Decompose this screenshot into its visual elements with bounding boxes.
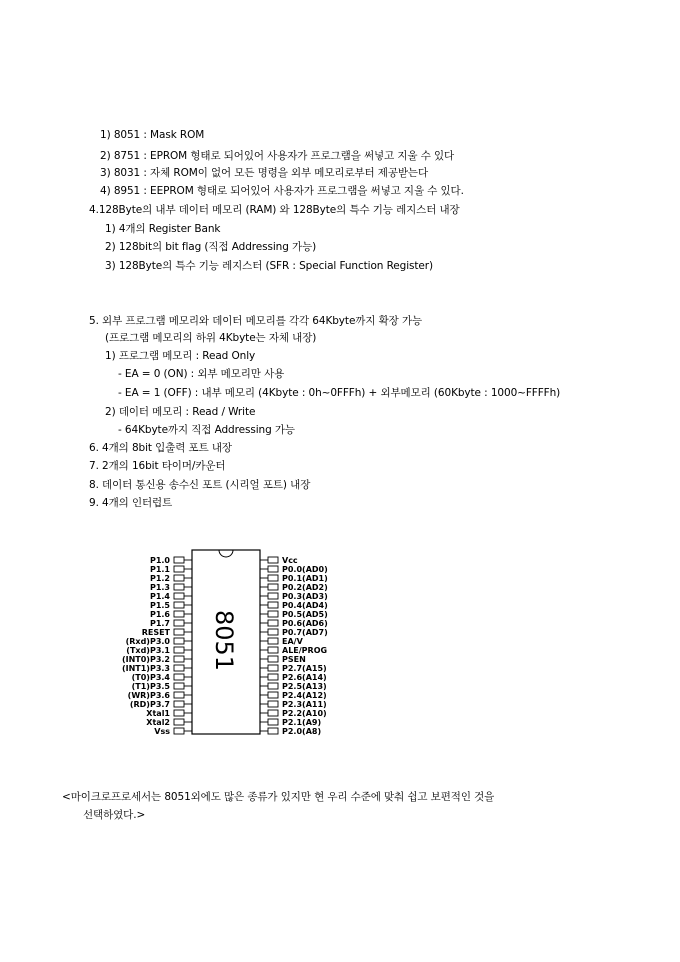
pin-pad bbox=[174, 710, 184, 716]
pin-pad bbox=[174, 701, 184, 707]
pin-pad bbox=[268, 638, 278, 644]
pin-name-label: P0.1(AD1) bbox=[282, 574, 328, 583]
pin-name-label: P2.3(A11) bbox=[282, 700, 327, 709]
text-line: 2) 128bit의 bit flag (직접 Addressing 가능) bbox=[105, 241, 317, 253]
pin-name-label: P0.3(AD3) bbox=[282, 592, 328, 601]
pin-pad bbox=[174, 584, 184, 590]
chip-label: 8051 bbox=[210, 610, 238, 672]
pin-name-label: P0.6(AD6) bbox=[282, 619, 328, 628]
pin-pad bbox=[174, 620, 184, 626]
pin-pad bbox=[268, 674, 278, 680]
pin-name-label: EA/V bbox=[282, 637, 303, 646]
pin-name-label: P0.2(AD2) bbox=[282, 583, 328, 592]
left-pin-column bbox=[122, 556, 203, 736]
text-line: 5. 외부 프로그램 메모리와 데이터 메모리를 각각 64Kbyte까지 확장 가능 bbox=[89, 315, 423, 327]
pin-name-label: P1.5 bbox=[149, 601, 170, 610]
pin-name-label: P2.1(A9) bbox=[282, 718, 322, 727]
text-line: 1) 8051 : Mask ROM bbox=[100, 129, 205, 141]
pin-pad bbox=[268, 575, 278, 581]
pin-pad bbox=[268, 701, 278, 707]
text-line: - EA = 1 (OFF) : 내부 메모리 (4Kbyte : 0h~0FFFh) + 외부메모리 (60Kbyte : 1000~FFFFh) bbox=[118, 387, 561, 399]
pin-name-label: (INT0)P3.2 bbox=[121, 655, 170, 664]
pin-name-label: RESET bbox=[141, 628, 170, 637]
pin-name-label: P1.4 bbox=[149, 592, 170, 601]
pin-name-label: (INT1)P3.3 bbox=[121, 664, 170, 673]
pin-pad bbox=[174, 728, 184, 734]
pin-name-label: P2.2(A10) bbox=[282, 709, 327, 718]
pin-pad bbox=[174, 611, 184, 617]
pin-name-label: (Rxd)P3.0 bbox=[125, 637, 170, 646]
pin-name-label: (WR)P3.6 bbox=[127, 691, 170, 700]
pin-pad bbox=[268, 683, 278, 689]
pin-name-label: (Txd)P3.1 bbox=[126, 646, 170, 655]
pin-pad bbox=[174, 575, 184, 581]
pin-pad bbox=[174, 638, 184, 644]
pin-pad bbox=[268, 692, 278, 698]
text-line: 3) 128Byte의 특수 기능 레지스터 (SFR : Special Function Register) bbox=[105, 260, 433, 272]
pin-pad bbox=[268, 557, 278, 563]
pin-name-label: ALE/PROG bbox=[282, 646, 328, 655]
text-line: 6. 4개의 8bit 입출력 포트 내장 bbox=[89, 442, 232, 454]
text-line: 8. 데이터 통신용 송수신 포트 (시리얼 포트) 내장 bbox=[89, 479, 311, 491]
pin-pad bbox=[174, 557, 184, 563]
text-line: 1) 4개의 Register Bank bbox=[105, 223, 221, 235]
pin-pad bbox=[268, 728, 278, 734]
pin-pad bbox=[268, 629, 278, 635]
pin-name-label: P1.3 bbox=[149, 583, 170, 592]
pin-name-label: (T1)P3.5 bbox=[131, 682, 170, 691]
text-line: - EA = 0 (ON) : 외부 메모리만 사용 bbox=[118, 368, 285, 380]
text-line: 선택하였다.> bbox=[83, 809, 146, 821]
pin-name-label: P2.6(A14) bbox=[282, 673, 327, 682]
chip-8051-pinout-diagram bbox=[120, 548, 360, 742]
pin-name-label: Vss bbox=[154, 727, 170, 736]
pin-pad bbox=[174, 629, 184, 635]
text-line: 9. 4개의 인터럽트 bbox=[89, 497, 173, 509]
text-line: (프로그램 메모리의 하위 4Kbyte는 자체 내장) bbox=[105, 332, 317, 344]
pin-name-label: P1.7 bbox=[149, 619, 170, 628]
pin-name-label: P0.7(AD7) bbox=[282, 628, 328, 637]
pin-pad bbox=[174, 674, 184, 680]
pin-pad bbox=[174, 602, 184, 608]
pin-name-label: P1.0 bbox=[149, 556, 170, 565]
pin-name-label: P0.0(AD0) bbox=[282, 565, 328, 574]
pin-pad bbox=[268, 593, 278, 599]
pin-pad bbox=[268, 647, 278, 653]
pin-name-label: P0.4(AD4) bbox=[282, 601, 328, 610]
pin-pad bbox=[174, 656, 184, 662]
pin-name-label: P2.7(A15) bbox=[282, 664, 327, 673]
text-line: <마이크로프로세서는 8051외에도 많은 종류가 있지만 현 우리 수준에 맞춰 쉽고 보편적인 것을 bbox=[62, 791, 495, 803]
pin-name-label: P1.6 bbox=[149, 610, 170, 619]
pin-pad bbox=[174, 719, 184, 725]
text-line: - 64Kbyte까지 직접 Addressing 가능 bbox=[118, 424, 295, 436]
pin-name-label: P1.2 bbox=[149, 574, 170, 583]
pin-pad bbox=[268, 620, 278, 626]
pin-pad bbox=[268, 611, 278, 617]
pin-pad bbox=[268, 719, 278, 725]
pin-name-label: (RD)P3.7 bbox=[129, 700, 170, 709]
text-line: 2) 데이터 메모리 : Read / Write bbox=[105, 406, 256, 418]
text-line: 3) 8031 : 자체 ROM이 없어 모든 명령을 외부 메모리로부터 제공받는다 bbox=[100, 167, 429, 179]
pin-pad bbox=[174, 593, 184, 599]
pin-name-label: (T0)P3.4 bbox=[131, 673, 170, 682]
pin-name-label: P2.0(A8) bbox=[282, 727, 322, 736]
pin-pad bbox=[268, 602, 278, 608]
pin-pad bbox=[174, 683, 184, 689]
pin-pad bbox=[268, 665, 278, 671]
pin-pad bbox=[174, 566, 184, 572]
pin-name-label: P0.5(AD5) bbox=[282, 610, 328, 619]
pin-name-label: P1.1 bbox=[149, 565, 170, 574]
pin-pad bbox=[174, 692, 184, 698]
pin-pad bbox=[268, 710, 278, 716]
text-line: 2) 8751 : EPROM 형태로 되어있어 사용자가 프로그램을 써넣고 지울 수 있다 bbox=[100, 150, 455, 162]
text-line: 4.128Byte의 내부 데이터 메모리 (RAM) 와 128Byte의 특수 기능 레지스터 내장 bbox=[89, 204, 460, 216]
pin-name-label: PSEN bbox=[282, 655, 306, 664]
pin-pad bbox=[268, 584, 278, 590]
text-line: 1) 프로그램 메모리 : Read Only bbox=[105, 350, 256, 362]
pin-pad bbox=[174, 665, 184, 671]
pin-pad bbox=[268, 566, 278, 572]
pin-pad bbox=[174, 647, 184, 653]
pin-pad bbox=[268, 656, 278, 662]
pin-name-label: Xtal1 bbox=[146, 709, 170, 718]
text-line: 7. 2개의 16bit 타이머/카운터 bbox=[89, 460, 226, 472]
pin-name-label: P2.5(A13) bbox=[282, 682, 327, 691]
pin-name-label: Xtal2 bbox=[146, 718, 170, 727]
text-line: 4) 8951 : EEPROM 형태로 되어있어 사용자가 프로그램을 써넣고 지울 수 있다. bbox=[100, 185, 464, 197]
pin-name-label: P2.4(A12) bbox=[282, 691, 327, 700]
pin-name-label: Vcc bbox=[282, 556, 298, 565]
